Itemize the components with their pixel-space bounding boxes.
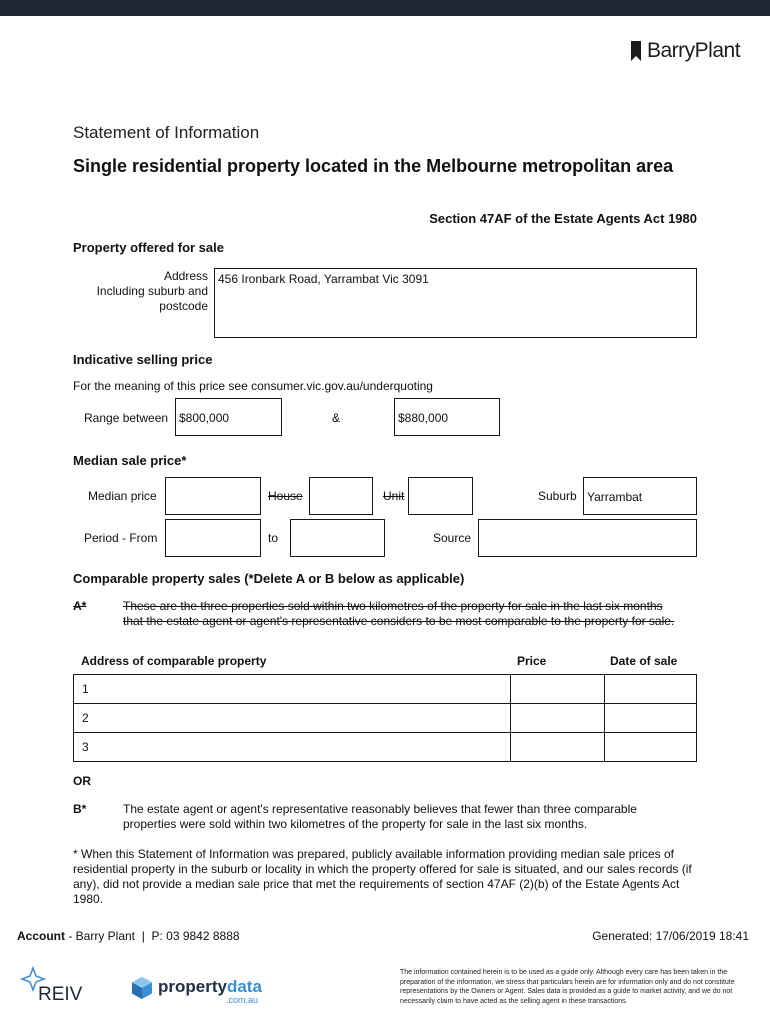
- median-price-field[interactable]: [165, 477, 261, 515]
- option-a-text: These are the three properties sold within two kilometres of the property for sale in the last six months that the estate agent or agent's representative considers to be most comparable to the property for sale.: [123, 599, 675, 628]
- suburb-label: Suburb: [538, 489, 577, 503]
- row-number: 1: [74, 675, 511, 704]
- propertydata-text: propertydata: [158, 977, 262, 996]
- range-label: Range between: [84, 411, 169, 425]
- act-section: Section 47AF of the Estate Agents Act 1980: [429, 211, 697, 226]
- and-symbol: &: [332, 411, 341, 425]
- or-separator: OR: [73, 774, 91, 788]
- row-date-cell[interactable]: [605, 733, 697, 762]
- source-label: Source: [433, 531, 472, 545]
- price-low-field[interactable]: $800,000: [175, 398, 282, 436]
- reiv-text: REIV: [38, 984, 83, 1005]
- property-heading: Property offered for sale: [73, 240, 224, 255]
- median-price-label: Median price: [88, 489, 157, 503]
- period-from-field[interactable]: [165, 519, 261, 557]
- table-row: [74, 704, 697, 733]
- median-heading: Median sale price*: [73, 453, 187, 468]
- period-from-label: Period - From: [84, 531, 158, 545]
- table-row: [74, 733, 697, 762]
- row-price-cell[interactable]: [511, 675, 605, 704]
- house-field[interactable]: [309, 477, 373, 515]
- reiv-logo: [18, 966, 88, 1006]
- top-bar: [0, 0, 770, 16]
- account-label: Account: [17, 929, 65, 943]
- row-number: 3: [74, 733, 511, 762]
- house-label: House: [268, 489, 303, 503]
- document-title: Single residential property located in the Melbourne metropolitan area: [73, 156, 674, 176]
- source-field[interactable]: [478, 519, 697, 557]
- row-number: 2: [74, 704, 511, 733]
- table-row: [74, 675, 697, 704]
- propertydata-logo: [130, 974, 280, 1004]
- account-details: - Barry Plant | P: 03 9842 8888: [65, 929, 240, 943]
- flag-icon: [631, 41, 641, 61]
- logo-text: BarryPlant: [647, 39, 741, 62]
- unit-field[interactable]: [408, 477, 473, 515]
- propertydata-domain: .com.au: [226, 995, 259, 1005]
- period-to-field[interactable]: [290, 519, 385, 557]
- footnote: * When this Statement of Information was prepared, publicly available information providing median sale prices of residential property in the suburb or locality in which the property offered for sale is situated, and our sales records (if any), did not provide a median sale price that met the requirements of section 47AF (2)(b) of the Estate Agents Act 1980.: [73, 847, 692, 906]
- generated-timestamp: Generated: 17/06/2019 18:41: [592, 929, 749, 943]
- indicative-heading: Indicative selling price: [73, 352, 213, 367]
- address-field[interactable]: 456 Ironbark Road, Yarrambat Vic 3091: [214, 268, 697, 338]
- propertydata-cube-icon: [130, 976, 154, 1000]
- option-a-label: A*: [73, 599, 87, 613]
- row-price-cell[interactable]: [511, 733, 605, 762]
- comparable-heading: Comparable property sales (*Delete A or B below as applicable): [73, 571, 465, 586]
- row-price-cell[interactable]: [511, 704, 605, 733]
- col-address-header: Address of comparable property: [81, 654, 267, 668]
- address-label: Address Including suburb and postcode: [96, 269, 208, 313]
- statement-heading: Statement of Information: [73, 123, 260, 142]
- row-date-cell[interactable]: [605, 704, 697, 733]
- col-date-header: Date of sale: [610, 654, 678, 668]
- account-line: [17, 929, 240, 943]
- period-to-label: to: [268, 531, 279, 545]
- unit-label: Unit: [383, 489, 405, 503]
- price-high-field[interactable]: $880,000: [394, 398, 500, 436]
- option-b-label: B*: [73, 802, 87, 816]
- barry-plant-logo: [631, 38, 740, 64]
- suburb-field[interactable]: Yarrambat: [583, 477, 697, 515]
- underquoting-note: For the meaning of this price see consumer.vic.gov.au/underquoting: [73, 379, 433, 393]
- row-date-cell[interactable]: [605, 675, 697, 704]
- comparable-table: [73, 674, 697, 762]
- col-price-header: Price: [517, 654, 547, 668]
- disclaimer: The information contained herein is to be used as a guide only. Although every care has been taken in the preparation of the information, we stress that particulars herein are for information only and do not constitute representations by the Owners or Agent. Sales data is provided as a guide to market activity, and we do not necessarily claim to have acted as the selling agent in these transactions.: [400, 969, 735, 1005]
- option-b-text: The estate agent or agent's representative reasonably believes that fewer than three comparable properties were sold within two kilometres of the property for sale in the last six months.: [123, 802, 637, 831]
